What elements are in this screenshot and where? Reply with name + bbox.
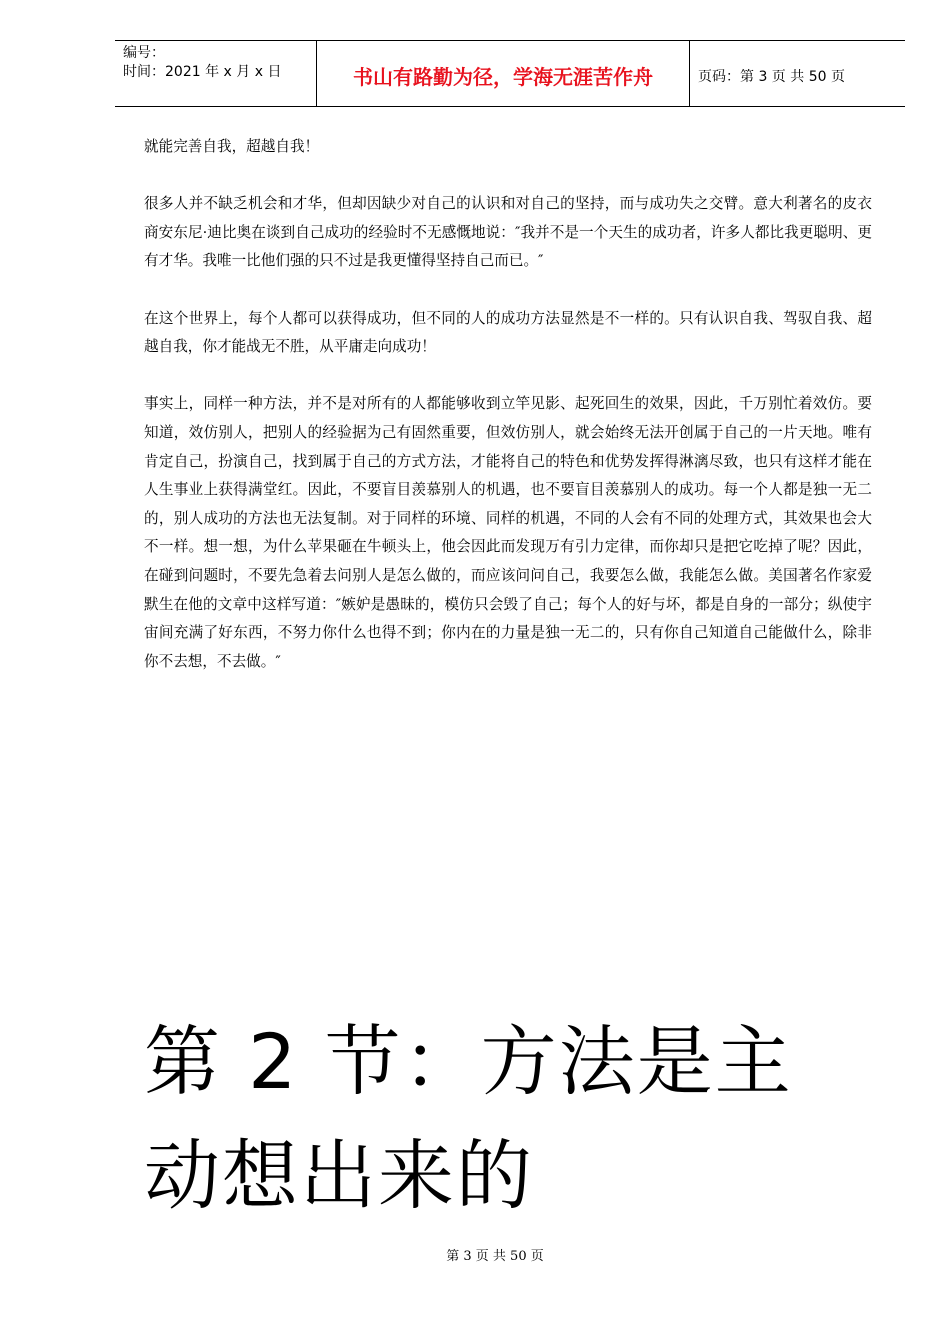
header-motto: 书山有路勤为径，学海无涯苦作舟 [353,65,653,89]
header-page-info-cell [690,41,905,106]
paragraph: 在这个世界上，每个人都可以获得成功，但不同的人的成功方法显然是不一样的。只有认识自我、驾驭自我、超越自我，你才能战无不胜，从平庸走向成功！ [144,309,872,356]
header-motto-cell [317,41,690,106]
document-body [144,133,872,705]
paragraph: 事实上，同样一种方法，并不是对所有的人都能够收到立竿见影、起死回生的效果，因此，千万别忙着效仿。要知道，效仿别人，把别人的经验据为己有固然重要，但效仿别人，就会始终无法开创属于自己的一片天地。唯有肯定自己，扮演自己，找到属于自己的方式方法，才能将自己的特色和优势发挥得淋漓尽致，也只有这样才能在人生事业上获得满堂红。因此，不要盲目羡慕别人的机遇，也不要盲目羡慕别人的成功。每一个人都是独一无二的，别人成功的方法也无法复制。对于同样的环境、同样的机遇，不同的人会有不同的处理方式，其效果也会大不一样。想一想，为什么苹果砸在牛顿头上，他会因此而发现万有引力定律，而你却只是把它吃掉了呢？因此，在碰到问题时，不要先急着去问别人是怎么做的，而应该问问自己，我要怎么做，我能怎么做。美国著名作家爱默生在他的文章中这样写道：″嫉妒是愚昧的，模仿只会毁了自己；每个人的好与坏，都是自身的一部分；纵使宇宙间充满了好东西，不努力你什么也得不到；你内在的力量是独一无二的，只有你自己知道自己能做什么，除非你不去想，不去做。″ [144,395,872,670]
footer-page-number: 第 3 页 共 50 页 [446,1249,544,1264]
page-header [115,40,905,107]
section-title: 第 2 节：方法是主动想出来的 [144,1017,793,1220]
page-footer [0,1245,950,1264]
header-meta [115,41,317,106]
paragraph: 很多人并不缺乏机会和才华，但却因缺少对自己的认识和对自己的坚持，而与成功失之交臂。意大利著名的皮衣商安东尼·迪比奥在谈到自己成功的经验时不无感慨地说：″我并不是一个天生的成功者，许多人都比我更聪明、更有才华。我唯一比他们强的只不过是我更懂得坚持自己而已。″ [144,195,872,270]
document-time: 时间：2021 年 x 月 x 日 [123,64,282,80]
document-number-label: 编号： [123,45,165,61]
paragraph: 就能完善自我，超越自我！ [144,138,320,155]
header-page-info: 页码：第 3 页 共 50 页 [698,68,845,85]
